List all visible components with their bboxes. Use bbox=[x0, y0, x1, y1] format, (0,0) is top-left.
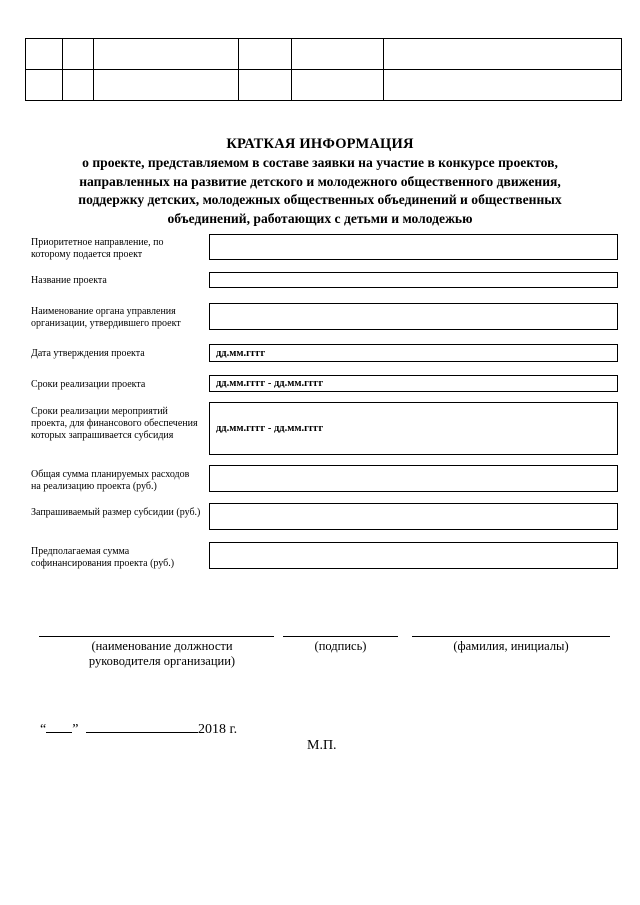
field-input-approval-date[interactable]: дд.мм.гггг bbox=[209, 344, 618, 362]
grid-cell bbox=[239, 70, 292, 101]
name-caption: (фамилия, инициалы) bbox=[453, 639, 569, 653]
field-input-approving-body[interactable] bbox=[209, 303, 618, 330]
field-label-total-expenses: Общая сумма планируемых расходов на реализацию проекта (руб.) bbox=[31, 469, 190, 492]
field-input-priority-direction[interactable] bbox=[209, 234, 618, 260]
date-open-quote: “ bbox=[40, 722, 47, 737]
subtitle-line: направленных на развитие детского и молодежного общественного движения, bbox=[79, 173, 561, 189]
date-close-quote: ” bbox=[72, 722, 79, 737]
subtitle-line: о проекте, представляемом в составе заявки на участие в конкурсе проектов, bbox=[82, 155, 558, 170]
grid-cell bbox=[26, 39, 63, 70]
grid-cell bbox=[63, 70, 94, 101]
field-input-subsidy-activities-period[interactable]: дд.мм.гггг - дд.мм.гггг bbox=[209, 402, 618, 455]
position-signature-line bbox=[39, 636, 274, 637]
field-label-project-name: Название проекта bbox=[31, 275, 107, 286]
date-year: 2018 г. bbox=[197, 722, 238, 737]
subtitle-line: поддержку детских, молодежных общественных объединений и общественных bbox=[78, 192, 562, 207]
signature-caption: (подпись) bbox=[314, 639, 367, 653]
document-title: КРАТКАЯ ИНФОРМАЦИЯ bbox=[226, 136, 414, 152]
day-blank[interactable] bbox=[46, 720, 72, 733]
grid-cell bbox=[94, 70, 239, 101]
grid-cell bbox=[384, 39, 622, 70]
grid-cell bbox=[26, 70, 63, 101]
field-input-requested-subsidy[interactable] bbox=[209, 503, 618, 530]
grid-cell bbox=[63, 39, 94, 70]
month-blank[interactable] bbox=[86, 720, 198, 733]
field-label-requested-subsidy: Запрашиваемый размер субсидии (руб.) bbox=[31, 507, 201, 518]
document-subtitle bbox=[40, 154, 600, 228]
field-label-implementation-period: Сроки реализации проекта bbox=[31, 379, 146, 390]
field-input-co-financing[interactable] bbox=[209, 542, 618, 569]
header-grid-row bbox=[26, 39, 622, 70]
field-input-total-expenses[interactable] bbox=[209, 465, 618, 492]
grid-cell bbox=[384, 70, 622, 101]
subtitle-line: объединений, работающих с детьми и молодежью bbox=[167, 210, 473, 226]
date-line bbox=[40, 720, 237, 738]
header-grid-row bbox=[26, 70, 622, 101]
grid-cell bbox=[94, 39, 239, 70]
position-caption: (наименование должности руководителя организации) bbox=[88, 639, 236, 668]
field-label-priority-direction: Приоритетное направление, по которому подается проект bbox=[31, 237, 164, 260]
grid-cell bbox=[292, 39, 384, 70]
field-label-approving-body: Наименование органа управления организации, утвердившего проект bbox=[31, 306, 181, 329]
name-signature-line bbox=[412, 636, 610, 637]
field-label-co-financing: Предполагаемая сумма софинансирования проекта (руб.) bbox=[31, 546, 175, 569]
grid-cell bbox=[292, 70, 384, 101]
grid-cell bbox=[239, 39, 292, 70]
field-label-approval-date: Дата утверждения проекта bbox=[31, 348, 145, 359]
signature-line bbox=[283, 636, 398, 637]
field-input-project-name[interactable] bbox=[209, 272, 618, 288]
stamp-place: М.П. bbox=[307, 738, 337, 753]
header-grid-table bbox=[25, 38, 622, 101]
field-label-subsidy-activities-period: Сроки реализации мероприятий проекта, для финансового обеспечения которых запрашивается субсидия bbox=[31, 406, 198, 441]
field-input-implementation-period[interactable]: дд.мм.гггг - дд.мм.гггг bbox=[209, 375, 618, 392]
